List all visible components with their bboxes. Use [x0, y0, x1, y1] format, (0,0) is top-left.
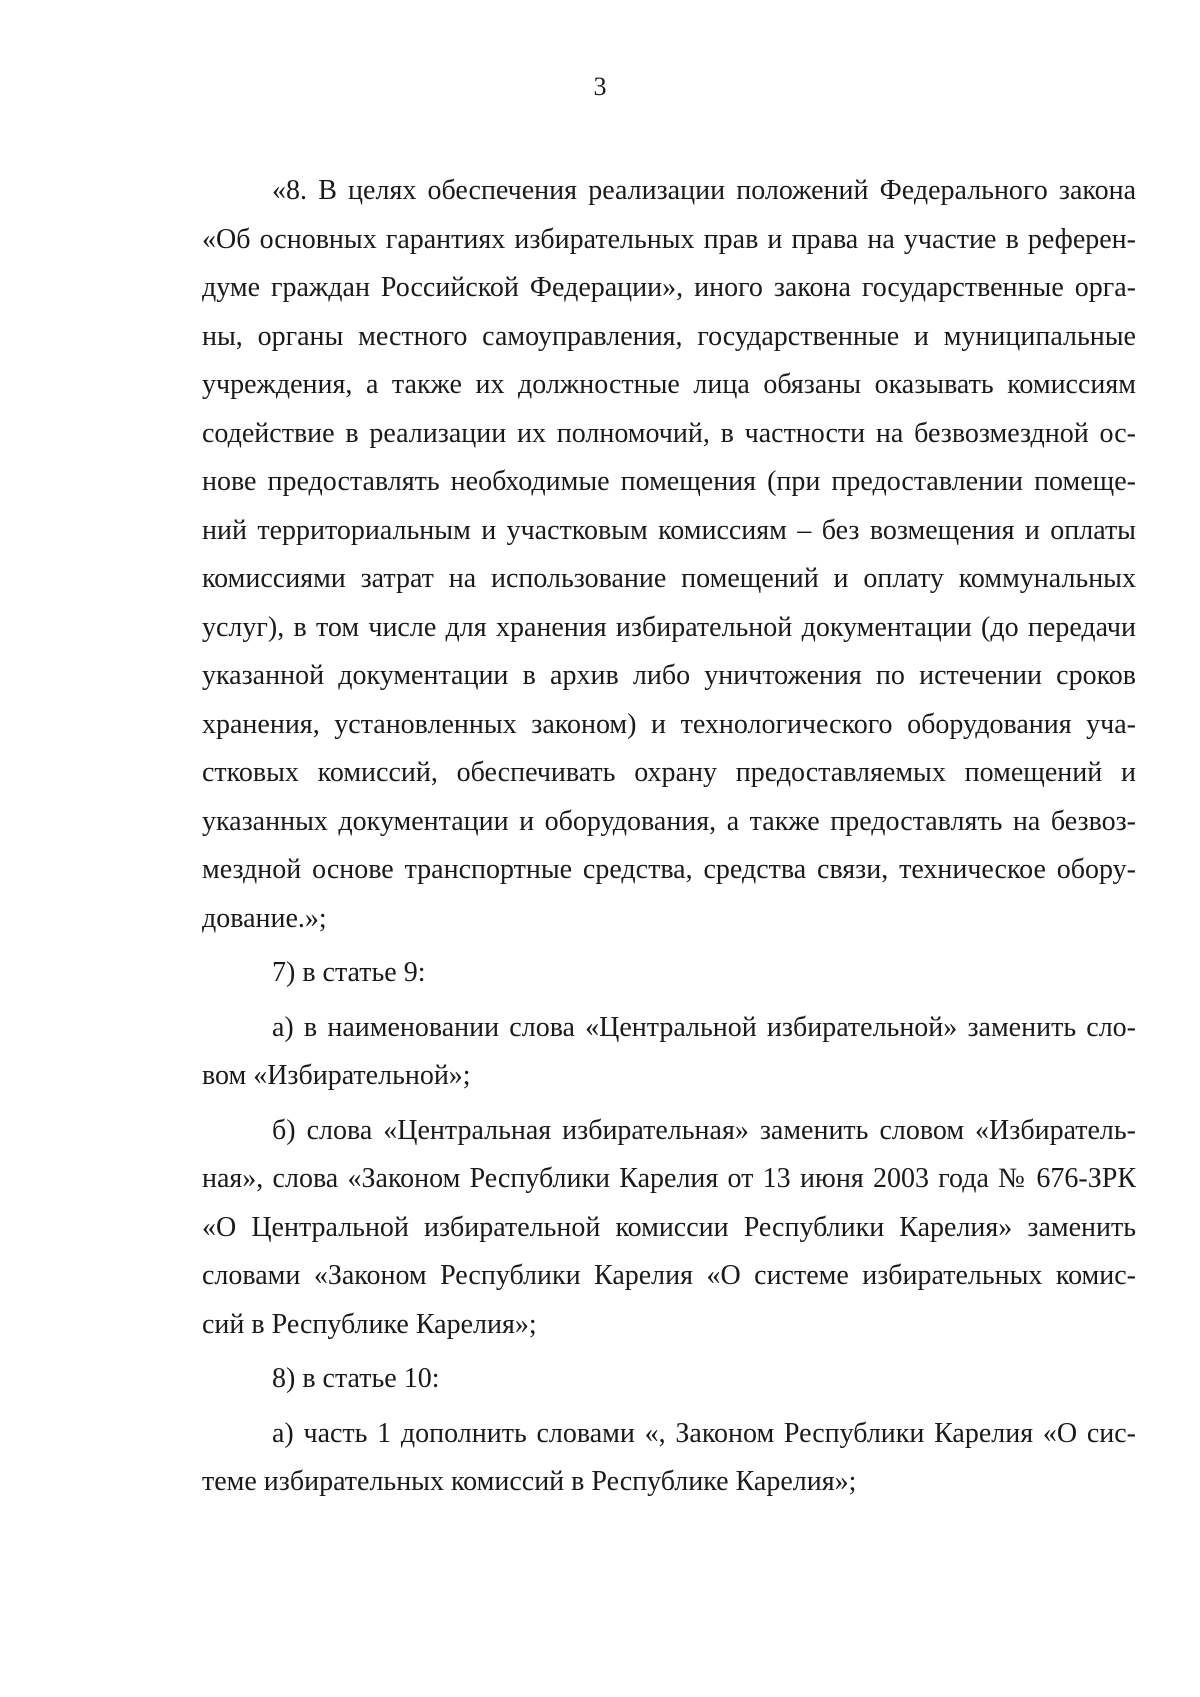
paragraph-subitem-a-article-10 [202, 1410, 1136, 1507]
text-line: указанной документации в архив либо уничтожения по истечении сроков [202, 660, 1136, 691]
text-line: а) в наименовании слова «Центральной избирательной» заменить сло- [272, 1011, 1136, 1043]
text-line: 8) в статье 10: [272, 1363, 440, 1394]
text-line: а) часть 1 дополнить словами «, Законом Республики Карелия «О сис- [272, 1417, 1136, 1449]
paragraph-item-8-article-10 [202, 1355, 1136, 1404]
text-line: теме избирательных комиссий в Республике Карелия»; [202, 1466, 857, 1497]
text-line: «Об основных гарантиях избирательных прав и права на участие в референ- [202, 223, 1136, 255]
paragraph-item-8 [202, 167, 1136, 943]
text-line: хранения, установленных законом) и технологического оборудования уча- [202, 708, 1136, 740]
text-line: комиссиями затрат на использование помещений и оплату коммунальных [202, 563, 1136, 594]
text-line: содействие в реализации их полномочий, в частности на безвозмездной ос- [202, 417, 1136, 449]
text-line: ны, органы местного самоуправления, государственные и муниципальные [202, 320, 1136, 352]
text-line: ная», слова «Законом Республики Карелия от 13 июня 2003 года № 676-ЗРК [202, 1163, 1136, 1194]
text-line: нове предоставлять необходимые помещения (при предоставлении помеще- [202, 466, 1136, 497]
text-line: стковых комиссий, обеспечивать охрану предоставляемых помещений и [202, 757, 1136, 788]
text-line: «8. В целях обеспечения реализации положений Федерального закона [272, 175, 1136, 206]
text-line: указанных документации и оборудования, а также предоставлять на безвоз- [202, 805, 1136, 837]
text-line: дование.»; [202, 902, 327, 934]
document-body [202, 167, 1136, 1507]
text-line: б) слова «Центральная избирательная» заменить словом «Избиратель- [272, 1114, 1136, 1146]
text-line: услуг), в том числе для хранения избирательной документации (до передачи [202, 611, 1136, 643]
text-line: «О Центральной избирательной комиссии Республики Карелия» заменить [202, 1211, 1136, 1243]
paragraph-subitem-a [202, 1004, 1136, 1101]
text-line: думе граждан Российской Федерации», иного закона государственные орга- [202, 272, 1136, 303]
text-line: вом «Избирательной»; [202, 1060, 471, 1091]
text-line: сий в Республике Карелия»; [202, 1308, 537, 1340]
text-line: ний территориальным и участковым комиссиям – без возмещения и оплаты [202, 514, 1136, 546]
paragraph-subitem-b [202, 1107, 1136, 1350]
text-line: 7) в статье 9: [272, 957, 426, 988]
text-line: учреждения, а также их должностные лица обязаны оказывать комиссиям [202, 369, 1136, 400]
text-line: мездной основе транспортные средства, средства связи, техническое обору- [202, 854, 1136, 885]
text-line: словами «Законом Республики Карелия «О системе избирательных комис- [202, 1260, 1136, 1291]
page-number: 3 [593, 72, 607, 101]
paragraph-item-7 [202, 949, 1136, 998]
